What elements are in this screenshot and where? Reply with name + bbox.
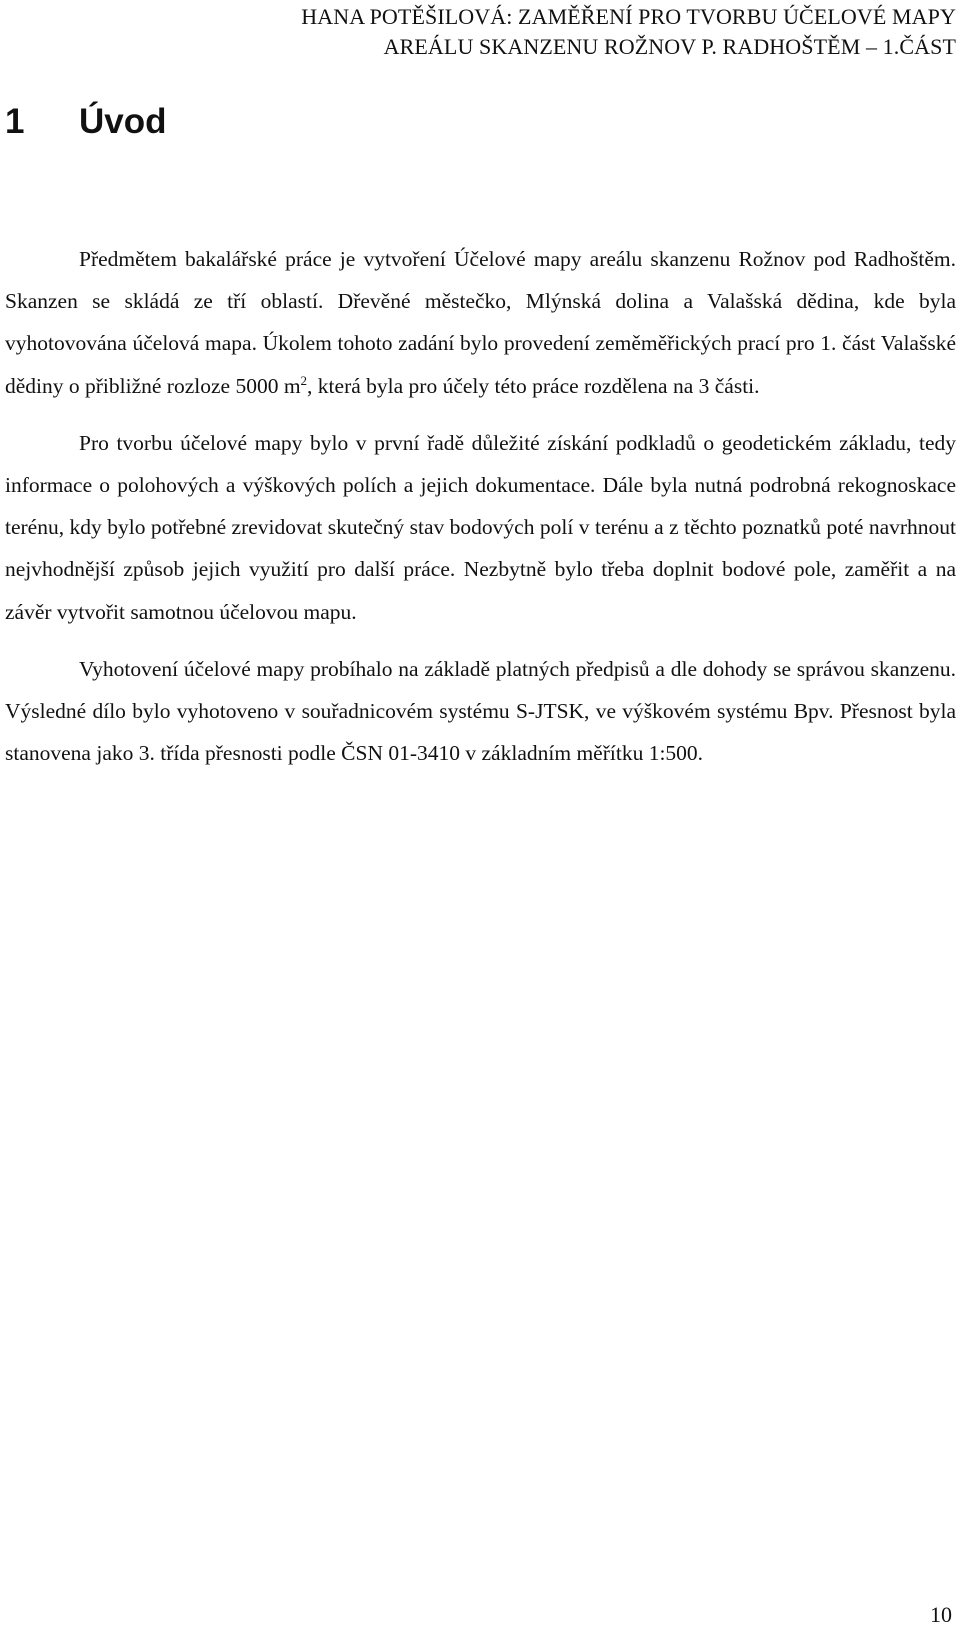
chapter-number: 1 bbox=[5, 102, 25, 141]
chapter-heading bbox=[5, 102, 167, 142]
page-number: 10 bbox=[930, 1602, 952, 1627]
body-text bbox=[5, 238, 956, 789]
running-header-line-2: AREÁLU SKANZENU ROŽNOV P. RADHOŠTĚM – 1.ČÁST bbox=[383, 34, 956, 59]
paragraph-1-text: Předmětem bakalářské práce je vytvoření Účelové mapy areálu skanzenu Rožnov pod Radhoštěm. Skanzen se skládá ze tří oblastí. Dřevěné městečko, Mlýnská dolina a Valašská dědina, kde byla vyhotovována účelová mapa. Úkolem tohoto zadání bylo provedení zeměměřických prací pro 1. část Valašské dědiny o přibližné rozloze 5000 m bbox=[5, 247, 956, 398]
paragraph-1-tail: , která byla pro účely této práce rozdělena na 3 části. bbox=[307, 373, 760, 398]
paragraph-1 bbox=[5, 238, 956, 407]
paragraph-2: Pro tvorbu účelové mapy bylo v první řadě důležité získání podkladů o geodetickém základu, tedy informace o polohových a výškových polích a jejich dokumentace. Dále byla nutná podrobná rekognoskace terénu, kdy bylo potřebné zrevidovat skutečný stav bodových polí v terénu a z těchto poznatků poté navrhnout nejvhodnější způsob jejich využití pro další práce. Nezbytně bylo třeba doplnit bodové pole, zaměřit a na závěr vytvořit samotnou účelovou mapu. bbox=[5, 430, 956, 624]
running-header-line-1: HANA POTĚŠILOVÁ: ZAMĚŘENÍ PRO TVORBU ÚČELOVÉ MAPY bbox=[301, 4, 956, 29]
running-header bbox=[56, 2, 956, 62]
superscript: 2 bbox=[300, 372, 308, 388]
paragraph-3: Vyhotovení účelové mapy probíhalo na základě platných předpisů a dle dohody se správou skanzenu. Výsledné dílo bylo vyhotoveno v souřadnicovém systému S-JTSK, ve výškovém systému Bpv. Přesnost byla stanovena jako 3. třída přesnosti podle ČSN 01-3410 v základním měřítku 1:500. bbox=[5, 656, 956, 766]
chapter-title: Úvod bbox=[79, 102, 167, 141]
